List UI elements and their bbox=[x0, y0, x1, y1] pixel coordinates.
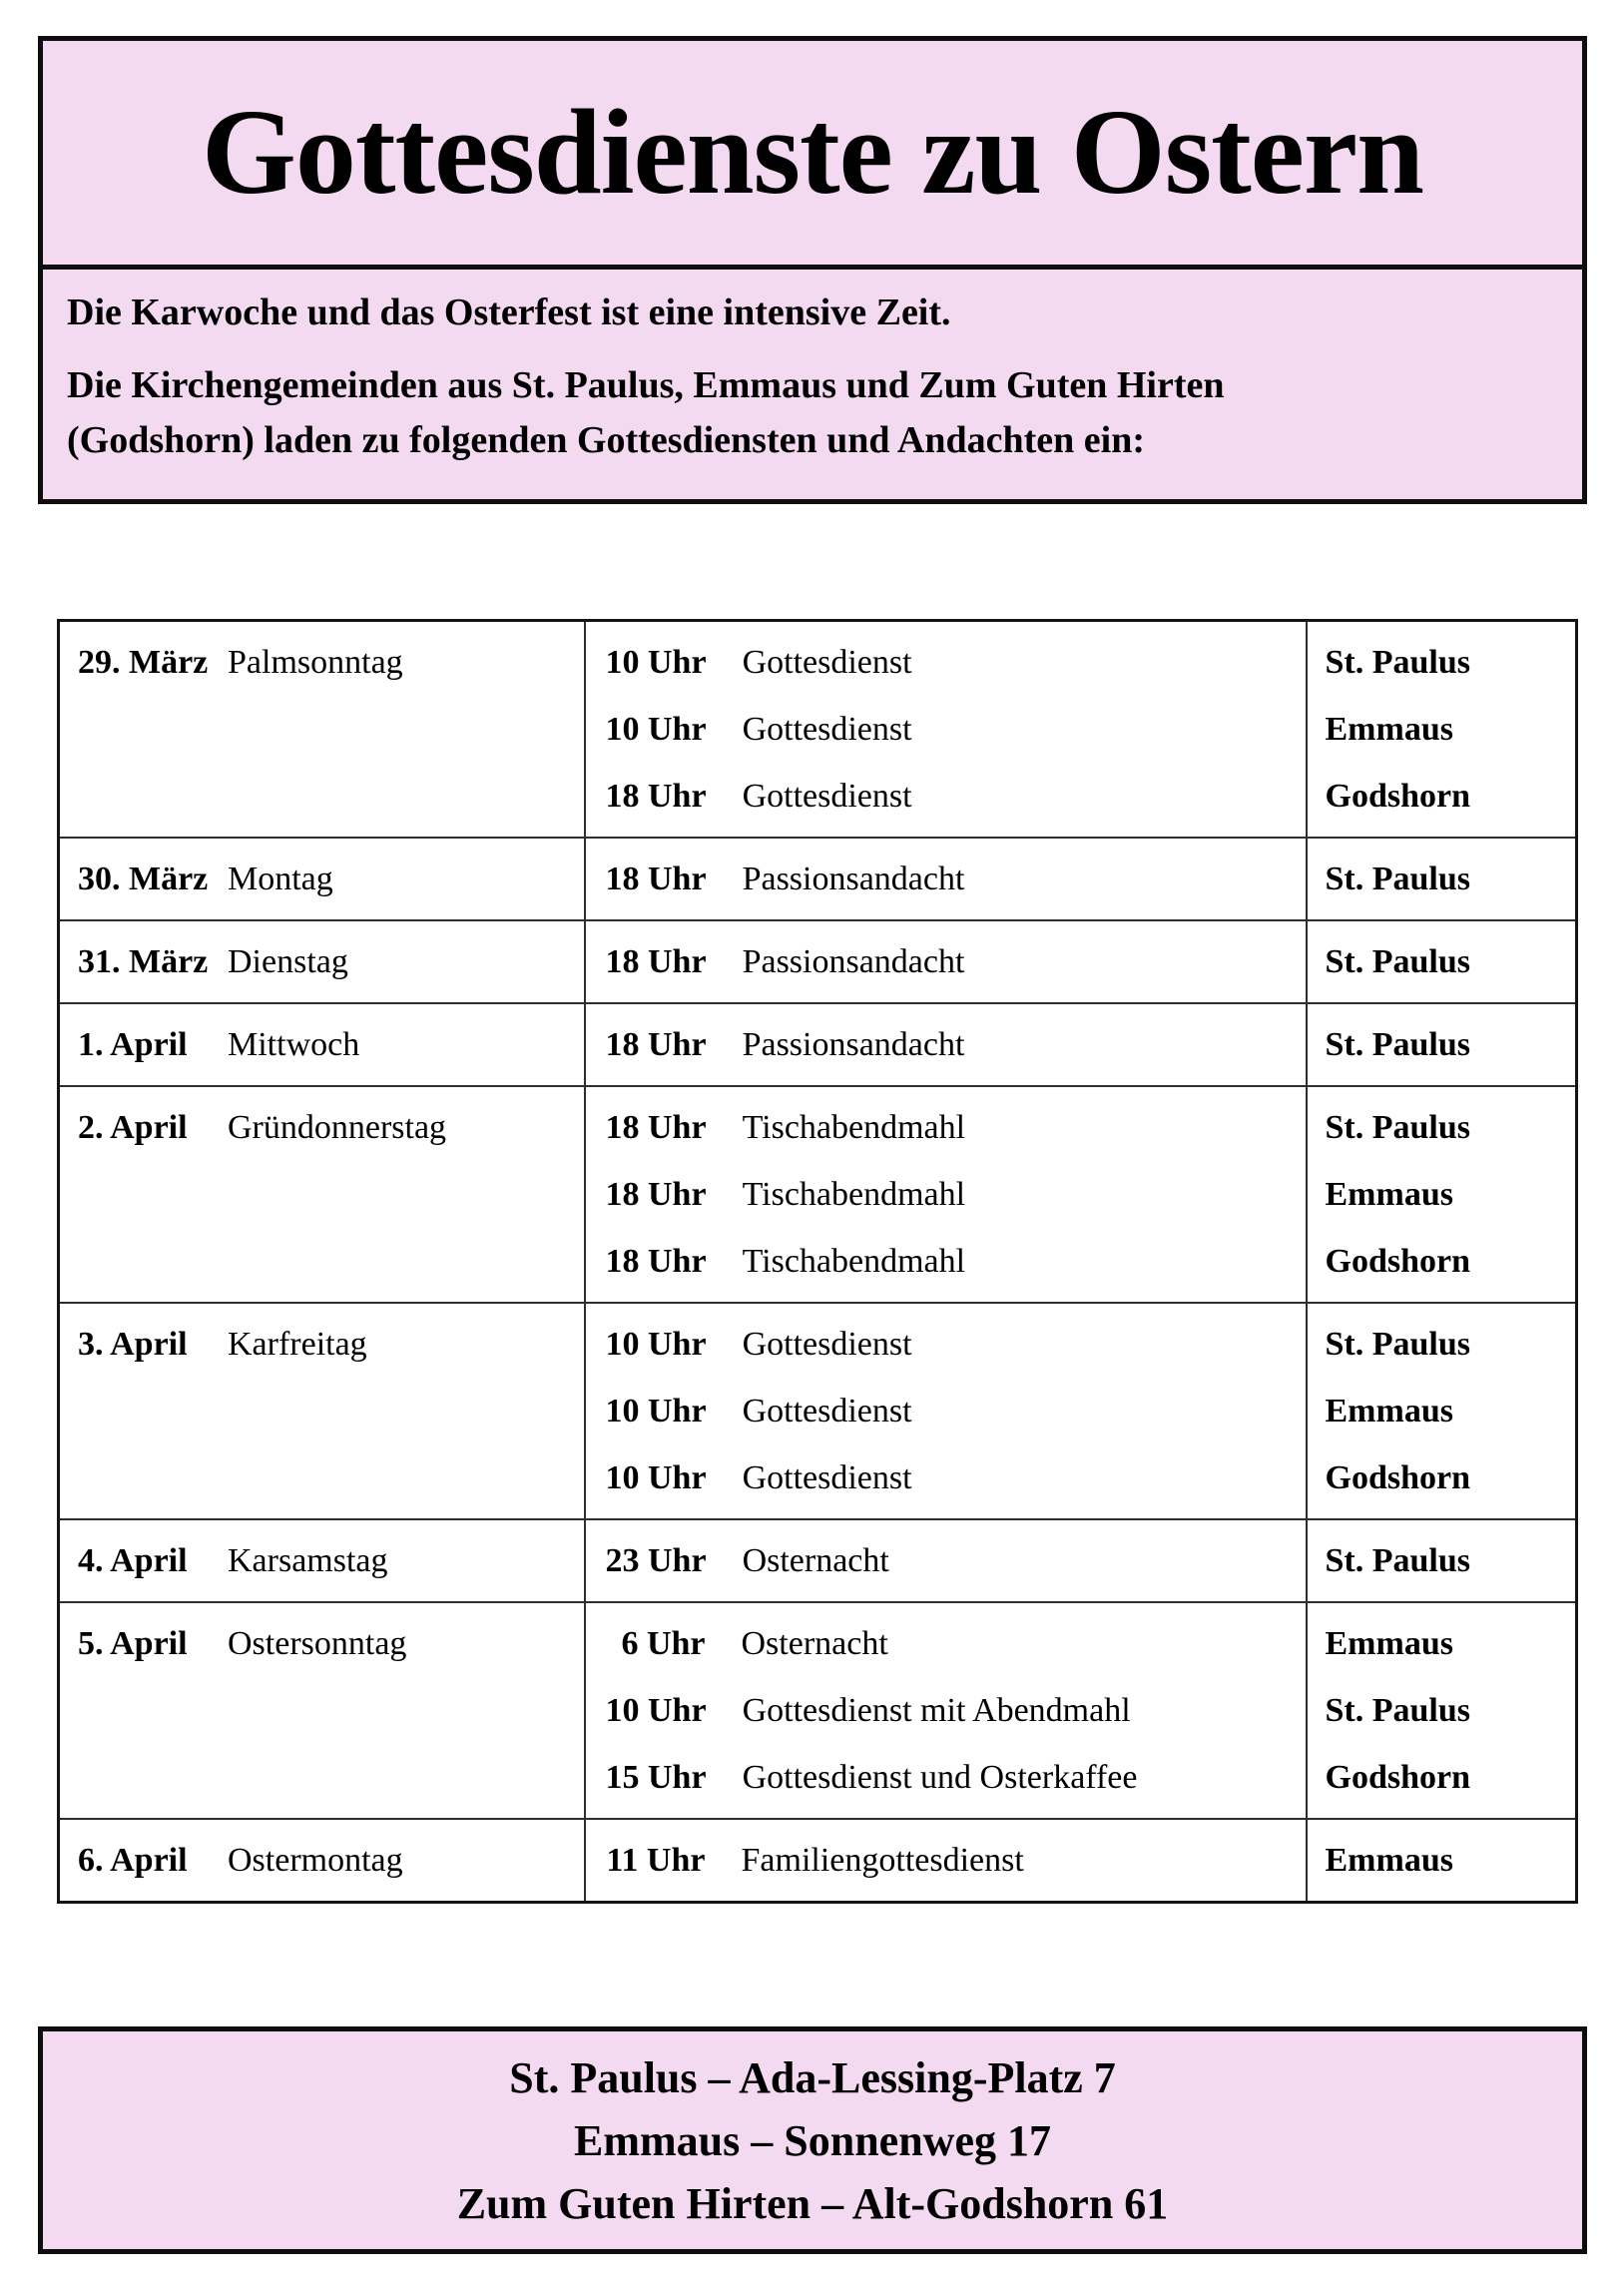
date-label: 30. März bbox=[78, 861, 209, 897]
address-line: Emmaus – Sonnenweg 17 bbox=[574, 2115, 1051, 2165]
service-name: Passionsandacht bbox=[742, 1026, 965, 1063]
service-line bbox=[586, 1161, 1306, 1228]
service-line bbox=[586, 1311, 1306, 1378]
location-label: St. Paulus bbox=[1325, 943, 1470, 980]
date-cell bbox=[59, 838, 585, 920]
services-cell bbox=[585, 1086, 1307, 1303]
table-row bbox=[59, 838, 1577, 920]
intro-paragraph bbox=[67, 358, 1558, 468]
services-cell bbox=[585, 838, 1307, 920]
date-cell bbox=[59, 920, 585, 1003]
table-row bbox=[59, 1086, 1577, 1303]
day-label: Ostersonntag bbox=[228, 1625, 407, 1662]
date-day-line bbox=[60, 1311, 584, 1378]
service-name: Tischabendmahl bbox=[742, 1243, 966, 1280]
services-cell bbox=[585, 1602, 1307, 1819]
date-day-line bbox=[60, 629, 584, 696]
service-line bbox=[586, 1378, 1306, 1444]
date-cell bbox=[59, 1602, 585, 1819]
location-label: Godshorn bbox=[1325, 778, 1470, 815]
day-label: Ostermontag bbox=[228, 1842, 403, 1879]
service-time: 11 Uhr bbox=[606, 1842, 706, 1879]
day-label: Gründonnerstag bbox=[228, 1109, 447, 1146]
date-day-line bbox=[60, 1094, 584, 1161]
schedule-body bbox=[59, 621, 1577, 1903]
date-day-line bbox=[60, 1610, 584, 1677]
title-box bbox=[43, 41, 1582, 270]
schedule-table bbox=[57, 619, 1578, 1904]
intro-line: (Godshorn) laden zu folgenden Gottesdiensten und Andachten ein: bbox=[67, 419, 1145, 462]
locations-cell bbox=[1307, 1519, 1577, 1602]
date-cell bbox=[59, 1003, 585, 1086]
service-time: 10 Uhr bbox=[605, 644, 707, 681]
service-time: 10 Uhr bbox=[605, 1692, 707, 1729]
date-cell bbox=[59, 1819, 585, 1903]
service-line bbox=[586, 1094, 1306, 1161]
intro-box bbox=[43, 270, 1582, 468]
service-time: 15 Uhr bbox=[605, 1759, 707, 1796]
table-row bbox=[59, 1519, 1577, 1602]
location-label: St. Paulus bbox=[1325, 1326, 1470, 1363]
services-cell bbox=[585, 1003, 1307, 1086]
service-line bbox=[586, 1677, 1306, 1744]
service-name: Tischabendmahl bbox=[742, 1176, 966, 1213]
service-name: Gottesdienst bbox=[742, 711, 912, 748]
footer-box bbox=[38, 2026, 1587, 2254]
table-row bbox=[59, 1602, 1577, 1819]
locations-cell bbox=[1307, 838, 1577, 920]
service-time: 18 Uhr bbox=[605, 943, 707, 980]
intro-paragraph bbox=[67, 286, 1558, 340]
table-row bbox=[59, 1303, 1577, 1519]
date-day-line bbox=[60, 928, 584, 995]
date-label: 1. April bbox=[78, 1026, 188, 1063]
date-day-line bbox=[60, 1011, 584, 1078]
service-name: Osternacht bbox=[741, 1625, 888, 1662]
day-label: Dienstag bbox=[228, 943, 348, 980]
services-cell bbox=[585, 621, 1307, 839]
date-day-line bbox=[60, 1527, 584, 1594]
date-day-line bbox=[60, 846, 584, 912]
day-label: Karfreitag bbox=[228, 1326, 367, 1363]
service-line bbox=[586, 696, 1306, 763]
location-label: St. Paulus bbox=[1325, 1542, 1470, 1579]
service-name: Gottesdienst mit Abendmahl bbox=[742, 1692, 1131, 1729]
service-time: 10 Uhr bbox=[605, 1393, 707, 1430]
day-label: Montag bbox=[228, 861, 333, 897]
services-cell bbox=[585, 1519, 1307, 1602]
service-name: Gottesdienst bbox=[742, 1326, 912, 1363]
service-time: 10 Uhr bbox=[605, 1459, 707, 1496]
location-label: St. Paulus bbox=[1325, 1026, 1470, 1063]
service-line bbox=[586, 1744, 1306, 1811]
service-name: Tischabendmahl bbox=[742, 1109, 966, 1146]
date-cell bbox=[59, 1303, 585, 1519]
date-day-line bbox=[60, 1827, 584, 1894]
day-label: Mittwoch bbox=[228, 1026, 360, 1063]
service-line bbox=[586, 763, 1306, 830]
service-name: Passionsandacht bbox=[742, 943, 965, 980]
service-line bbox=[586, 1011, 1306, 1078]
service-name: Gottesdienst und Osterkaffee bbox=[742, 1759, 1138, 1796]
service-line bbox=[586, 1610, 1306, 1677]
locations-cell bbox=[1307, 621, 1577, 839]
day-label: Palmsonntag bbox=[228, 644, 403, 681]
service-time: 18 Uhr bbox=[605, 1243, 707, 1280]
service-time: 6 Uhr bbox=[621, 1625, 706, 1662]
date-label: 31. März bbox=[78, 943, 209, 980]
service-name: Passionsandacht bbox=[742, 861, 965, 897]
location-label: St. Paulus bbox=[1325, 644, 1470, 681]
intro-line: Die Kirchengemeinden aus St. Paulus, Emmaus und Zum Guten Hirten bbox=[67, 364, 1225, 407]
locations-cell bbox=[1307, 1003, 1577, 1086]
service-name: Gottesdienst bbox=[742, 1459, 912, 1496]
day-label: Karsamstag bbox=[228, 1542, 388, 1579]
date-label: 2. April bbox=[78, 1109, 188, 1146]
service-time: 18 Uhr bbox=[605, 1026, 707, 1063]
service-time: 10 Uhr bbox=[605, 711, 707, 748]
header-box bbox=[38, 36, 1587, 504]
date-cell bbox=[59, 1086, 585, 1303]
date-label: 29. März bbox=[78, 644, 209, 681]
locations-cell bbox=[1307, 1819, 1577, 1903]
location-label: Emmaus bbox=[1325, 1393, 1453, 1430]
page-title: Gottesdienste zu Ostern bbox=[202, 85, 1423, 220]
service-time: 18 Uhr bbox=[605, 778, 707, 815]
service-line bbox=[586, 928, 1306, 995]
location-label: St. Paulus bbox=[1325, 861, 1470, 897]
locations-cell bbox=[1307, 920, 1577, 1003]
address-line: St. Paulus – Ada-Lessing-Platz 7 bbox=[509, 2052, 1116, 2102]
table-row bbox=[59, 621, 1577, 839]
services-cell bbox=[585, 1303, 1307, 1519]
location-label: St. Paulus bbox=[1325, 1109, 1470, 1146]
services-cell bbox=[585, 1819, 1307, 1903]
service-line bbox=[586, 1444, 1306, 1511]
location-label: Godshorn bbox=[1325, 1459, 1470, 1496]
service-line bbox=[586, 1527, 1306, 1594]
service-name: Osternacht bbox=[742, 1542, 889, 1579]
locations-cell bbox=[1307, 1303, 1577, 1519]
services-cell bbox=[585, 920, 1307, 1003]
service-name: Gottesdienst bbox=[742, 644, 912, 681]
service-time: 10 Uhr bbox=[605, 1326, 707, 1363]
address-line: Zum Guten Hirten – Alt-Godshorn 61 bbox=[456, 2178, 1169, 2228]
intro-line: Die Karwoche und das Osterfest ist eine intensive Zeit. bbox=[67, 291, 951, 333]
locations-cell bbox=[1307, 1602, 1577, 1819]
date-cell bbox=[59, 621, 585, 839]
service-line bbox=[586, 629, 1306, 696]
location-label: Emmaus bbox=[1325, 711, 1453, 748]
date-label: 6. April bbox=[78, 1842, 188, 1879]
locations-cell bbox=[1307, 1086, 1577, 1303]
service-time: 18 Uhr bbox=[605, 1176, 707, 1213]
location-label: St. Paulus bbox=[1325, 1692, 1470, 1729]
location-label: Emmaus bbox=[1325, 1842, 1453, 1879]
service-name: Gottesdienst bbox=[742, 1393, 912, 1430]
location-label: Emmaus bbox=[1325, 1625, 1453, 1662]
location-label: Godshorn bbox=[1325, 1759, 1470, 1796]
service-name: Familiengottesdienst bbox=[741, 1842, 1024, 1879]
service-line bbox=[586, 1228, 1306, 1295]
table-row bbox=[59, 1003, 1577, 1086]
service-name: Gottesdienst bbox=[742, 778, 912, 815]
location-label: Godshorn bbox=[1325, 1243, 1470, 1280]
service-line bbox=[586, 1827, 1306, 1894]
date-label: 4. April bbox=[78, 1542, 188, 1579]
service-time: 23 Uhr bbox=[605, 1542, 707, 1579]
service-line bbox=[586, 846, 1306, 912]
date-label: 5. April bbox=[78, 1625, 188, 1662]
date-label: 3. April bbox=[78, 1326, 188, 1363]
table-row bbox=[59, 920, 1577, 1003]
location-label: Emmaus bbox=[1325, 1176, 1453, 1213]
service-time: 18 Uhr bbox=[605, 1109, 707, 1146]
service-time: 18 Uhr bbox=[605, 861, 707, 897]
table-row bbox=[59, 1819, 1577, 1903]
date-cell bbox=[59, 1519, 585, 1602]
